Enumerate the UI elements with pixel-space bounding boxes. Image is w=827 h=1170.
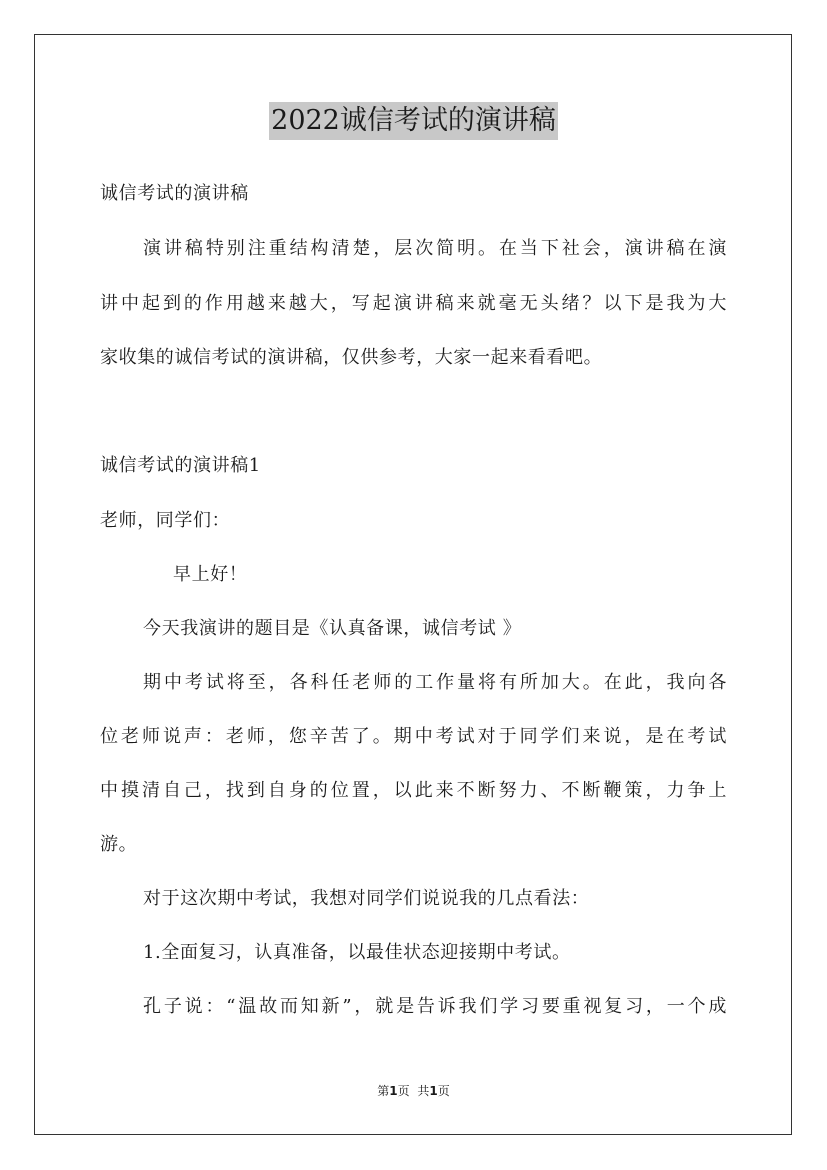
page-footer: [0, 1083, 827, 1099]
body-paragraph-1-line-2: 位老师说声：老师，您辛苦了。期中考试对于同学们来说，是在考试: [100, 726, 727, 747]
body-paragraph-1-line-4: 游。: [100, 834, 138, 855]
subtitle-line: 诚信考试的演讲稿: [100, 183, 249, 204]
page-number: 1: [389, 1084, 398, 1098]
document-title: 2022诚信考试的演讲稿: [269, 102, 558, 140]
body-paragraph-1-line-3: 中摸清自己，找到自身的位置，以此来不断努力、不断鞭策，力争上: [100, 780, 727, 801]
topic-line: 今天我演讲的题目是《认真备课，诚信考试 》: [143, 618, 522, 639]
body-paragraph-1-line-1: 期中考试将至，各科任老师的工作量将有所加大。在此，我向各: [143, 672, 727, 693]
page-label-suffix: 页: [397, 1084, 410, 1098]
page-label-prefix: 第: [377, 1084, 390, 1098]
total-label-suffix: 页: [437, 1084, 450, 1098]
intro-paragraph-line-2: 讲中起到的作用越来越大，写起演讲稿来就毫无头绪？以下是我为大: [100, 293, 727, 314]
body-paragraph-3-line-1: 孔子说：“温故而知新”，就是告诉我们学习要重视复习，一个成: [143, 996, 727, 1017]
salutation: 老师，同学们：: [100, 510, 231, 531]
title-container: [0, 102, 827, 140]
greeting: 早上好！: [173, 564, 248, 585]
intro-paragraph-line-1: 演讲稿特别注重结构清楚，层次简明。在当下社会，演讲稿在演: [143, 238, 727, 259]
total-label-prefix: 共: [417, 1084, 430, 1098]
intro-paragraph-line-3: 家收集的诚信考试的演讲稿，仅供参考，大家一起来看看吧。: [100, 347, 603, 368]
section-heading: 诚信考试的演讲稿1: [100, 455, 261, 476]
total-pages: 1: [429, 1084, 438, 1098]
body-paragraph-2: 对于这次期中考试，我想对同学们说说我的几点看法：: [143, 888, 590, 909]
list-item-1: 1.全面复习，认真准备，以最佳状态迎接期中考试。: [143, 942, 571, 963]
